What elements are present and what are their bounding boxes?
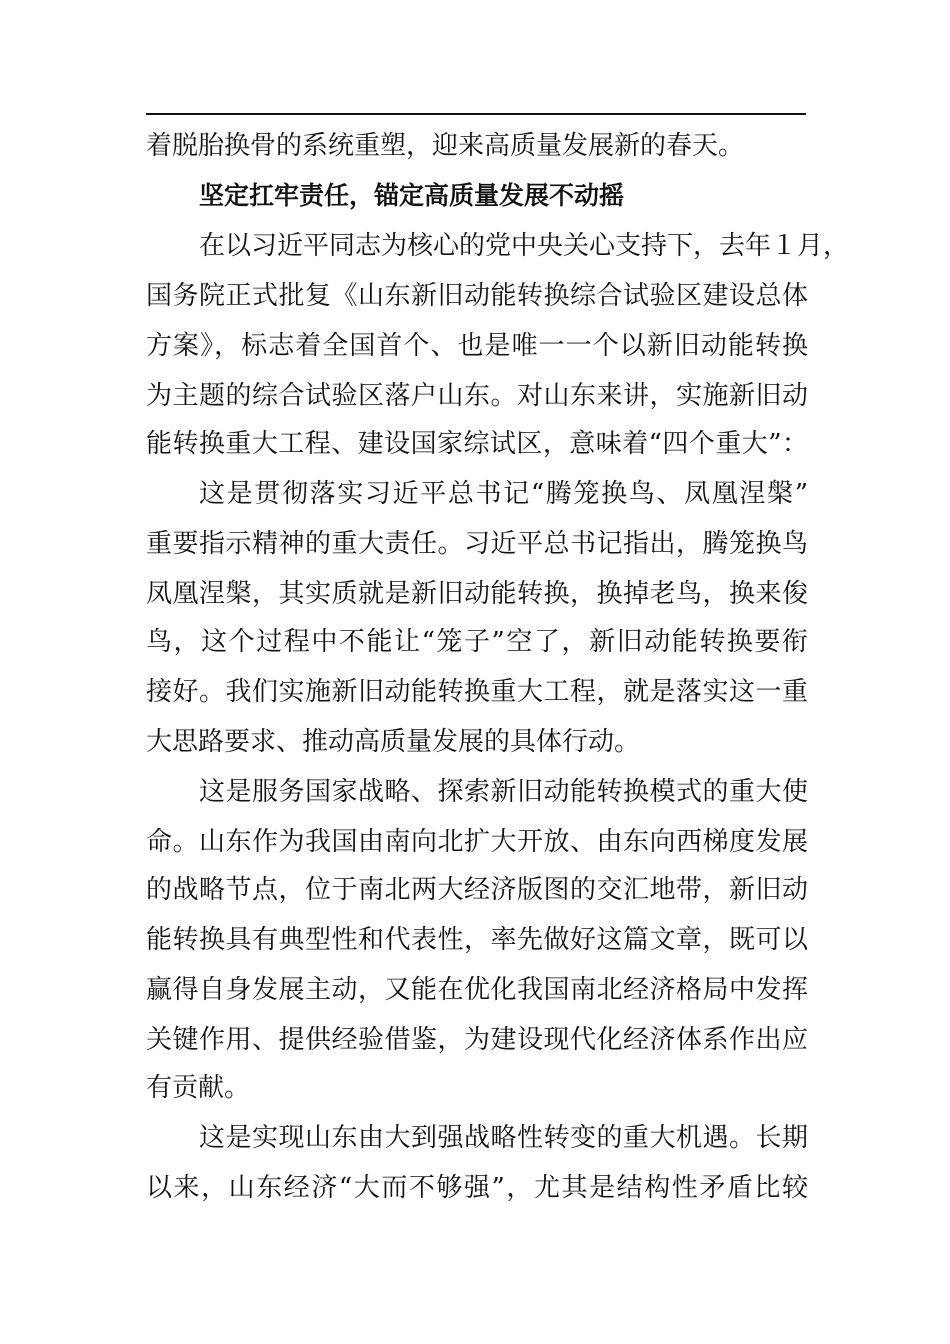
paragraph-line: 为主题的综合试验区落户山东。对山东来讲，实施新旧动 <box>146 381 808 411</box>
paragraph-line: 以来，山东经济“大而不够强”，尤其是结构性矛盾比较 <box>146 1173 808 1203</box>
paragraph-line: 接好。我们实施新旧动能转换重大工程，就是落实这一重 <box>146 677 808 707</box>
paragraph-line: 这是实现山东由大到强战略性转变的重大机遇。长期 <box>199 1123 808 1153</box>
paragraph-line: 能转换重大工程、建设国家综试区，意味着“四个重大”： <box>146 429 808 459</box>
paragraph-line: 重要指示精神的重大责任。习近平总书记指出，腾笼换鸟 <box>146 529 808 559</box>
paragraph-line: 有贡献。 <box>146 1073 251 1103</box>
paragraph-line: 大思路要求、推动高质量发展的具体行动。 <box>146 727 641 757</box>
paragraph-line: 赢得自身发展主动，又能在优化我国南北经济格局中发挥 <box>146 975 808 1005</box>
paragraph-line: 命。山东作为我国由南向北扩大开放、由东向西梯度发展 <box>146 827 808 857</box>
paragraph-line: 方案》，标志着全国首个、也是唯一一个以新旧动能转换 <box>146 331 808 361</box>
paragraph-line: 的战略节点，位于南北两大经济版图的交汇地带，新旧动 <box>146 875 808 905</box>
header-rule <box>146 113 806 115</box>
paragraph-line: 凤凰涅槃，其实质就是新旧动能转换，换掉老鸟，换来俊 <box>146 579 808 609</box>
paragraph-line: 这是贯彻落实习近平总书记“腾笼换鸟、凤凰涅槃” <box>199 479 808 509</box>
section-heading: 坚定扛牢责任，锚定高质量发展不动摇 <box>199 181 625 210</box>
paragraph-line: 能转换具有典型性和代表性，率先做好这篇文章，既可以 <box>146 925 808 955</box>
paragraph-line: 鸟，这个过程中不能让“笼子”空了，新旧动能转换要衔 <box>146 627 808 657</box>
paragraph-line: 这是服务国家战略、探索新旧动能转换模式的重大使 <box>199 777 808 807</box>
paragraph-line: 着脱胎换骨的系统重塑，迎来高质量发展新的春天。 <box>146 131 745 161</box>
paragraph-line: 国务院正式批复《山东新旧动能转换综合试验区建设总体 <box>146 281 808 311</box>
paragraph-line: 在以习近平同志为核心的党中央关心支持下，去年１月， <box>199 231 850 261</box>
paragraph-line: 关键作用、提供经验借鉴，为建设现代化经济体系作出应 <box>146 1025 808 1055</box>
